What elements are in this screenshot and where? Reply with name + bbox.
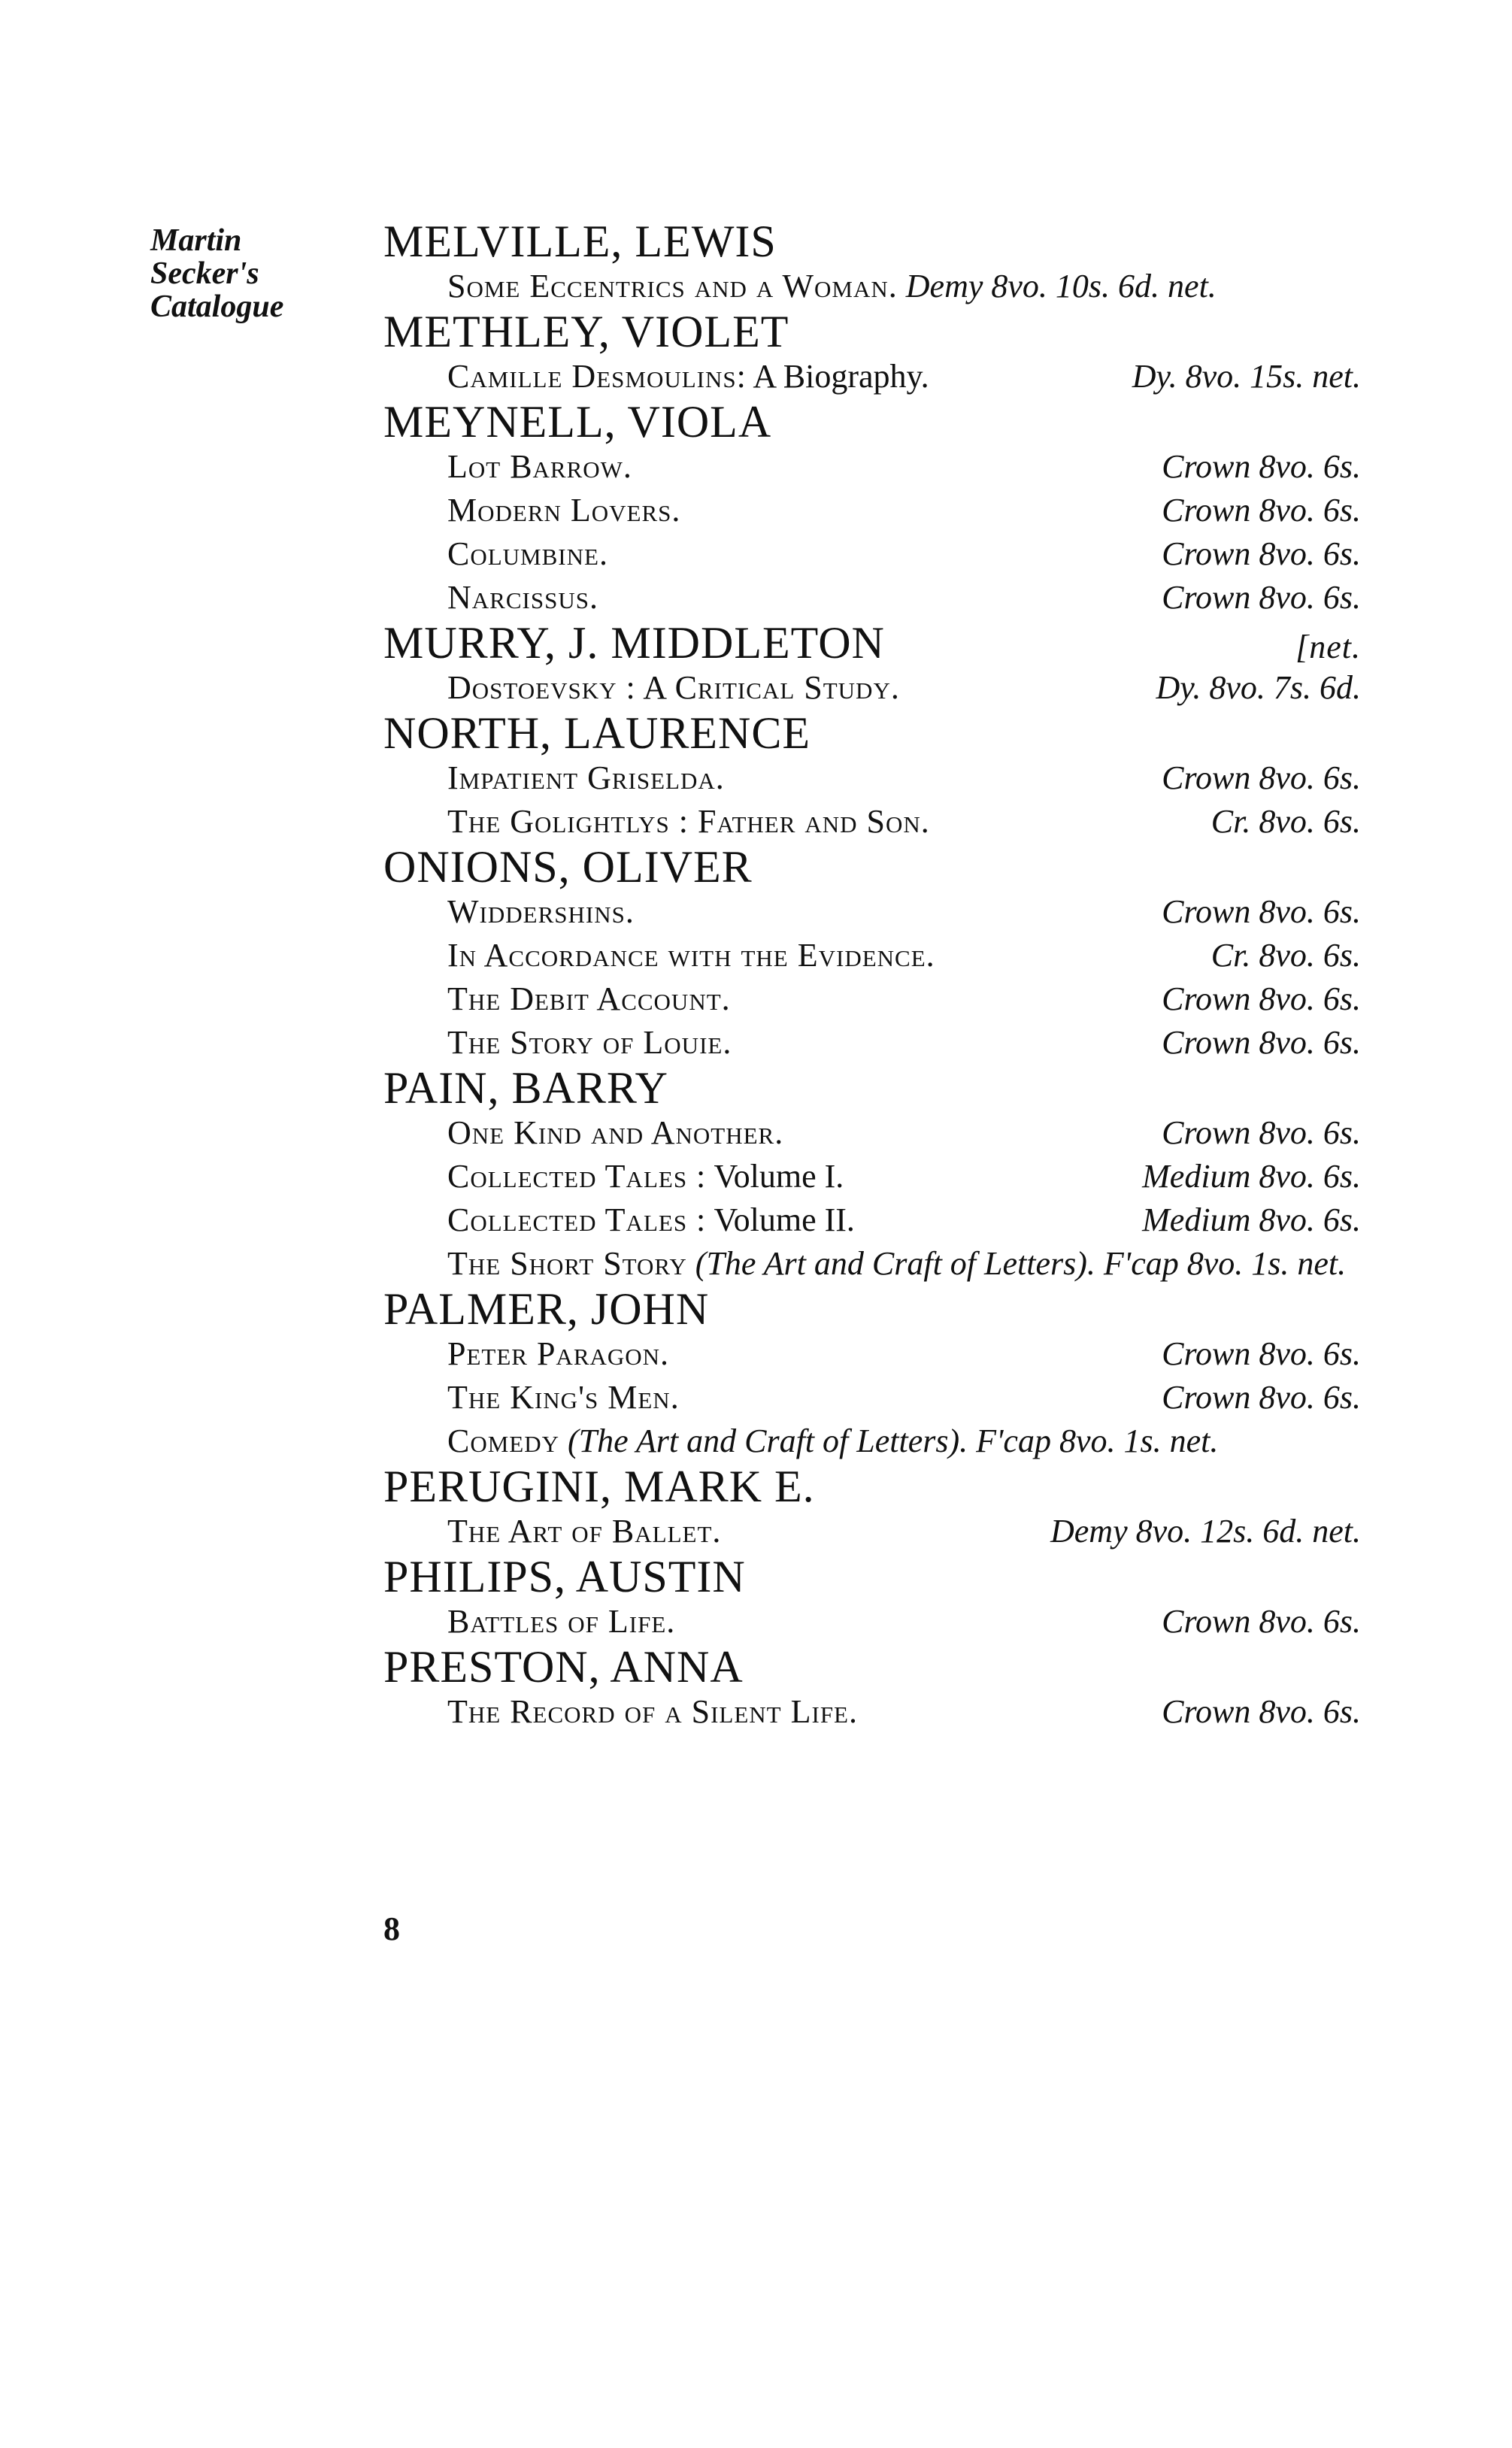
author-name: PRESTON, ANNA (383, 1642, 744, 1692)
author-heading (383, 1065, 1361, 1111)
author-name: MURRY, J. MIDDLETON (383, 618, 885, 668)
book-title: Impatient Griselda. (447, 759, 725, 796)
author-name: MEYNELL, VIOLA (383, 397, 772, 447)
book-title: Lot Barrow. (447, 448, 632, 485)
book-entry (447, 576, 1361, 620)
author-name-note: [net. (1295, 629, 1361, 665)
book-title: Comedy (447, 1422, 560, 1459)
book-details: Crown 8vo. 6s. (1162, 1024, 1361, 1061)
book-entry (447, 1155, 1361, 1198)
book-entry (447, 934, 1361, 977)
book-entry (447, 1242, 1361, 1286)
book-title: Collected Tales : (447, 1201, 707, 1238)
book-details: Crown 8vo. 6s. (1162, 1335, 1361, 1372)
book-details: Cr. 8vo. 6s. (1211, 803, 1361, 840)
book-details: Crown 8vo. 6s. (1162, 893, 1361, 930)
book-details: Crown 8vo. 6s. (1162, 1114, 1361, 1151)
author-heading (383, 710, 1361, 756)
author-name: PALMER, JOHN (383, 1284, 710, 1334)
book-entry (447, 1510, 1361, 1553)
book-entry (447, 890, 1361, 934)
book-subtitle: (The Art and Craft of Letters). (695, 1245, 1095, 1282)
book-details: Crown 8vo. 6s. (1162, 448, 1361, 485)
author-heading (383, 308, 1361, 355)
book-entry (447, 1376, 1361, 1419)
author-name: PAIN, BARRY (383, 1063, 668, 1113)
book-title: One Kind and Another. (447, 1114, 784, 1151)
book-entry (447, 489, 1361, 532)
book-subtitle: Volume II. (714, 1201, 855, 1238)
book-details: Crown 8vo. 6s. (1162, 535, 1361, 572)
book-details: F'cap 8vo. 1s. net. (1103, 1245, 1347, 1282)
book-details: Crown 8vo. 6s. (1162, 1379, 1361, 1416)
book-details: Crown 8vo. 6s. (1162, 1693, 1361, 1730)
author-name: PHILIPS, AUSTIN (383, 1552, 746, 1601)
book-entry (447, 445, 1361, 489)
book-entry (447, 1332, 1361, 1376)
book-entry (447, 265, 1361, 308)
book-title: In Accordance with the Evidence. (447, 937, 935, 974)
book-title: The Short Story (447, 1245, 687, 1282)
author-heading (383, 844, 1361, 890)
book-title: The Story of Louie. (447, 1024, 732, 1061)
author-heading (383, 620, 1361, 666)
page-number: 8 (383, 1910, 400, 1947)
book-details: Crown 8vo. 6s. (1162, 1603, 1361, 1640)
book-entry (447, 355, 1361, 398)
book-entry (447, 756, 1361, 800)
book-title: The Golightlys : Father and Son. (447, 803, 930, 840)
book-details: Demy 8vo. 12s. 6d. net. (1050, 1513, 1361, 1550)
book-entry (447, 1690, 1361, 1734)
book-details: Dy. 8vo. 7s. 6d. (1156, 669, 1361, 706)
book-entry (447, 1419, 1361, 1463)
book-subtitle: A Biography. (753, 358, 929, 395)
author-heading (383, 1553, 1361, 1600)
book-title: Battles of Life. (447, 1603, 676, 1640)
book-details: Crown 8vo. 6s. (1162, 492, 1361, 529)
book-title: Narcissus. (447, 579, 598, 616)
book-entry (447, 532, 1361, 576)
author-heading (383, 398, 1361, 445)
book-entry (447, 1111, 1361, 1155)
book-details: Medium 8vo. 6s. (1142, 1158, 1361, 1195)
author-name: NORTH, LAURENCE (383, 708, 811, 758)
margin-heading-line: Secker's (150, 256, 259, 291)
book-title: Columbine. (447, 535, 608, 572)
book-details: Crown 8vo. 6s. (1162, 980, 1361, 1017)
book-title: The Debit Account. (447, 980, 731, 1017)
book-title: Camille Desmoulins: (447, 358, 747, 395)
book-details: Crown 8vo. 6s. (1162, 759, 1361, 796)
author-name: MELVILLE, LEWIS (383, 217, 777, 266)
catalogue-listing (383, 218, 1361, 1734)
book-title: Modern Lovers. (447, 492, 681, 529)
book-entry (447, 800, 1361, 844)
book-entry (447, 1021, 1361, 1065)
book-details: Demy 8vo. 10s. 6d. net. (905, 268, 1217, 304)
book-details: Medium 8vo. 6s. (1142, 1201, 1361, 1238)
book-title: Dostoevsky : A Critical Study. (447, 669, 900, 706)
author-heading (383, 218, 1361, 265)
book-title: Widdershins. (447, 893, 635, 930)
book-title: Peter Paragon. (447, 1335, 670, 1372)
author-heading (383, 1463, 1361, 1510)
book-entry (447, 977, 1361, 1021)
author-name: ONIONS, OLIVER (383, 842, 753, 892)
book-subtitle: (The Art and Craft of Letters). (568, 1422, 968, 1459)
book-title: Collected Tales : (447, 1158, 707, 1195)
book-details: Cr. 8vo. 6s. (1211, 937, 1361, 974)
margin-heading-line: Martin (150, 223, 242, 258)
book-details: Crown 8vo. 6s. (1162, 579, 1361, 616)
book-details: F'cap 8vo. 1s. net. (976, 1422, 1219, 1459)
book-subtitle: Volume I. (714, 1158, 844, 1195)
author-heading (383, 1286, 1361, 1332)
book-entry (447, 666, 1361, 710)
book-title: The King's Men. (447, 1379, 680, 1416)
author-heading (383, 1644, 1361, 1690)
book-title: Some Eccentrics and a Woman. (447, 268, 898, 304)
author-name: PERUGINI, MARK E. (383, 1462, 815, 1511)
book-title: The Art of Ballet. (447, 1513, 722, 1550)
book-entry (447, 1198, 1361, 1242)
book-entry (447, 1600, 1361, 1644)
margin-heading (150, 224, 353, 323)
book-details: Dy. 8vo. 15s. net. (1132, 358, 1361, 395)
margin-heading-line: Catalogue (150, 289, 284, 324)
author-name: METHLEY, VIOLET (383, 307, 789, 356)
book-title: The Record of a Silent Life. (447, 1693, 858, 1730)
